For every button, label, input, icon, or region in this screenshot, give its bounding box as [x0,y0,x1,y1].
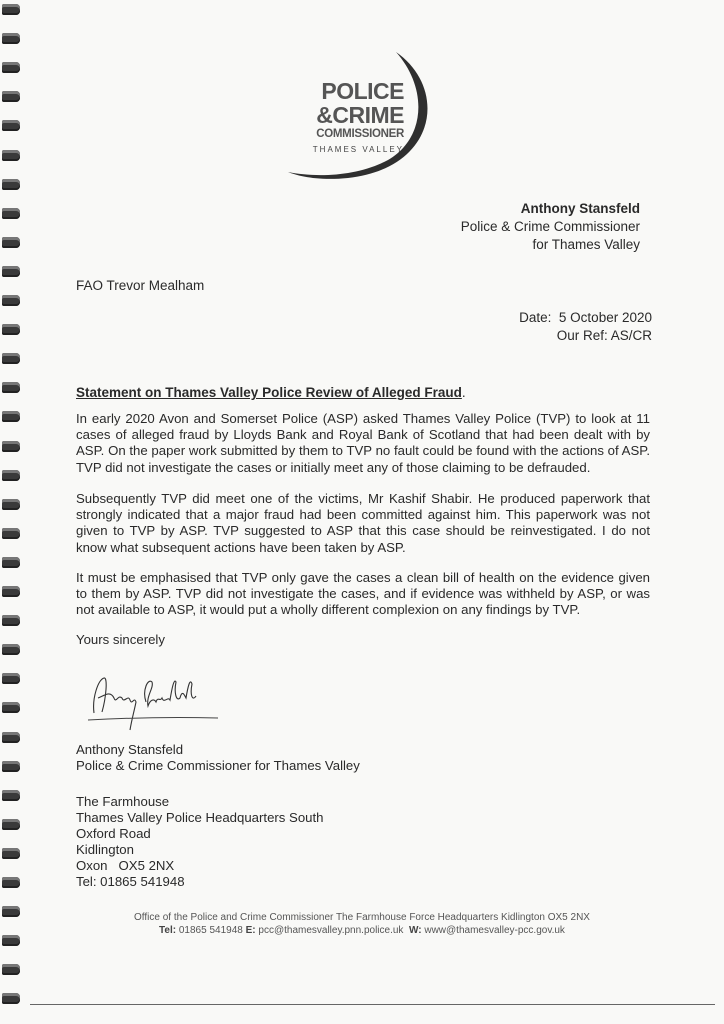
handwritten-signature [84,668,224,738]
binding-ring-icon [2,528,20,539]
signer-block [76,742,360,774]
binding-ring-icon [2,557,20,568]
binding-ring-icon [2,295,20,306]
binding-ring-icon [2,266,20,277]
binding-ring-icon [2,964,20,975]
signer-name: Anthony Stansfeld [76,742,184,757]
footer-tel: 01865 541948 [176,925,246,936]
bottom-rule [30,1004,715,1005]
binding-ring-icon [2,179,20,190]
logo-line-police: POLICE [321,78,404,104]
binding-ring-icon [2,353,20,364]
binding-ring-icon [2,91,20,102]
binding-ring-icon [2,411,20,422]
paragraph-1: In early 2020 Avon and Somerset Police (ASP) asked Thames Valley Police (TVP) to look at 11 cases of alleged fraud by Lloyds Bank and Royal Bank of Scotland that had been dealt with by ASP. On the paper work submitted by them to TVP no fault could be found with the actions of ASP. TVP did not investigate the cases or initially meet any of those claiming to be defrauded. [76,411,650,475]
binding-ring-icon [2,208,20,219]
address-block [76,794,324,890]
binding-ring-icon [2,761,20,772]
address-line: The Farmhouse [76,794,170,809]
date-ref-block [519,309,652,345]
binding-ring-icon [2,237,20,248]
footer-web-label: W: [408,925,422,936]
binding-ring-icon [2,615,20,626]
binding-ring-icon [2,499,20,510]
binding-ring-icon [2,877,20,888]
footer-web: www@thamesvalley-pcc.gov.uk [421,925,565,936]
paragraph-3: It must be emphasised that TVP only gave the cases a clean bill of health on the evidence given to them by ASP. TVP did not investigate the cases, and if evidence was withheld by ASP, or was not available to ASP, it would put a wholly different complexion on any findings by TVP. [76,570,650,618]
logo-line-thames-valley: THAMES VALLEY [312,145,404,154]
sender-block [461,200,640,254]
binding-ring-icon [2,644,20,655]
address-line: Kidlington [76,842,134,857]
address-line: Oxford Road [76,826,151,841]
footer-tel-label: Tel: [159,925,177,936]
binding-ring-icon [2,732,20,743]
sender-name: Anthony Stansfeld [520,201,640,216]
binding-ring-icon [2,819,20,830]
sender-role: Police & Crime Commissioner [460,219,640,234]
paragraph-2: Subsequently TVP did meet one of the victims, Mr Kashif Shabir. He produced paperwork that strongly indicated that a major fraud had been committed against him. This paperwork was not given to TVP by ASP. TVP suggested to ASP that this case should be reinvestigated. I do not know what subsequent actions have been taken by ASP. [76,491,650,555]
footer-email: pcc@thamesvalley.pnn.police.uk [255,925,409,936]
footer-email-label: E: [245,925,256,936]
logo-line-crime: &CRIME [316,102,404,128]
binding-ring-icon [2,470,20,481]
heading-period: . [461,385,466,400]
binding-ring-icon [2,382,20,393]
binding-ring-icon [2,33,20,44]
binding-ring-icon [2,586,20,597]
heading-text: Statement on Thames Valley Police Review of Alleged Fraud [76,385,462,400]
binding-ring-icon [2,62,20,73]
binding-ring-icon [2,441,20,452]
spiral-binding [0,0,24,1000]
binding-ring-icon [2,993,20,1004]
binding-ring-icon [2,150,20,161]
binding-ring-icon [2,702,20,713]
address-telephone: Tel: 01865 541948 [76,874,185,889]
closing-salutation: Yours sincerely [76,632,165,647]
binding-ring-icon [2,4,20,15]
footer-office-line: Office of the Police and Crime Commissioner The Farmhouse Force Headquarters Kidlington OX5 2NX [134,912,590,923]
binding-ring-icon [2,120,20,131]
signer-title: Police & Crime Commissioner for Thames Valley [76,758,360,773]
sender-area: for Thames Valley [532,237,640,252]
pcc-logo [278,48,448,188]
binding-ring-icon [2,324,20,335]
address-line: Oxon OX5 2NX [76,858,175,873]
statement-heading [76,385,466,400]
binding-ring-icon [2,790,20,801]
ref-line: Our Ref: AS/CR [556,328,652,343]
fao-line: FAO Trevor Mealham [76,278,205,293]
binding-ring-icon [2,848,20,859]
date-line: Date: 5 October 2020 [519,310,652,325]
logo-line-commissioner: COMMISSIONER [316,128,404,140]
footer-contact-line [0,925,724,937]
address-line: Thames Valley Police Headquarters South [76,810,324,825]
binding-ring-icon [2,673,20,684]
